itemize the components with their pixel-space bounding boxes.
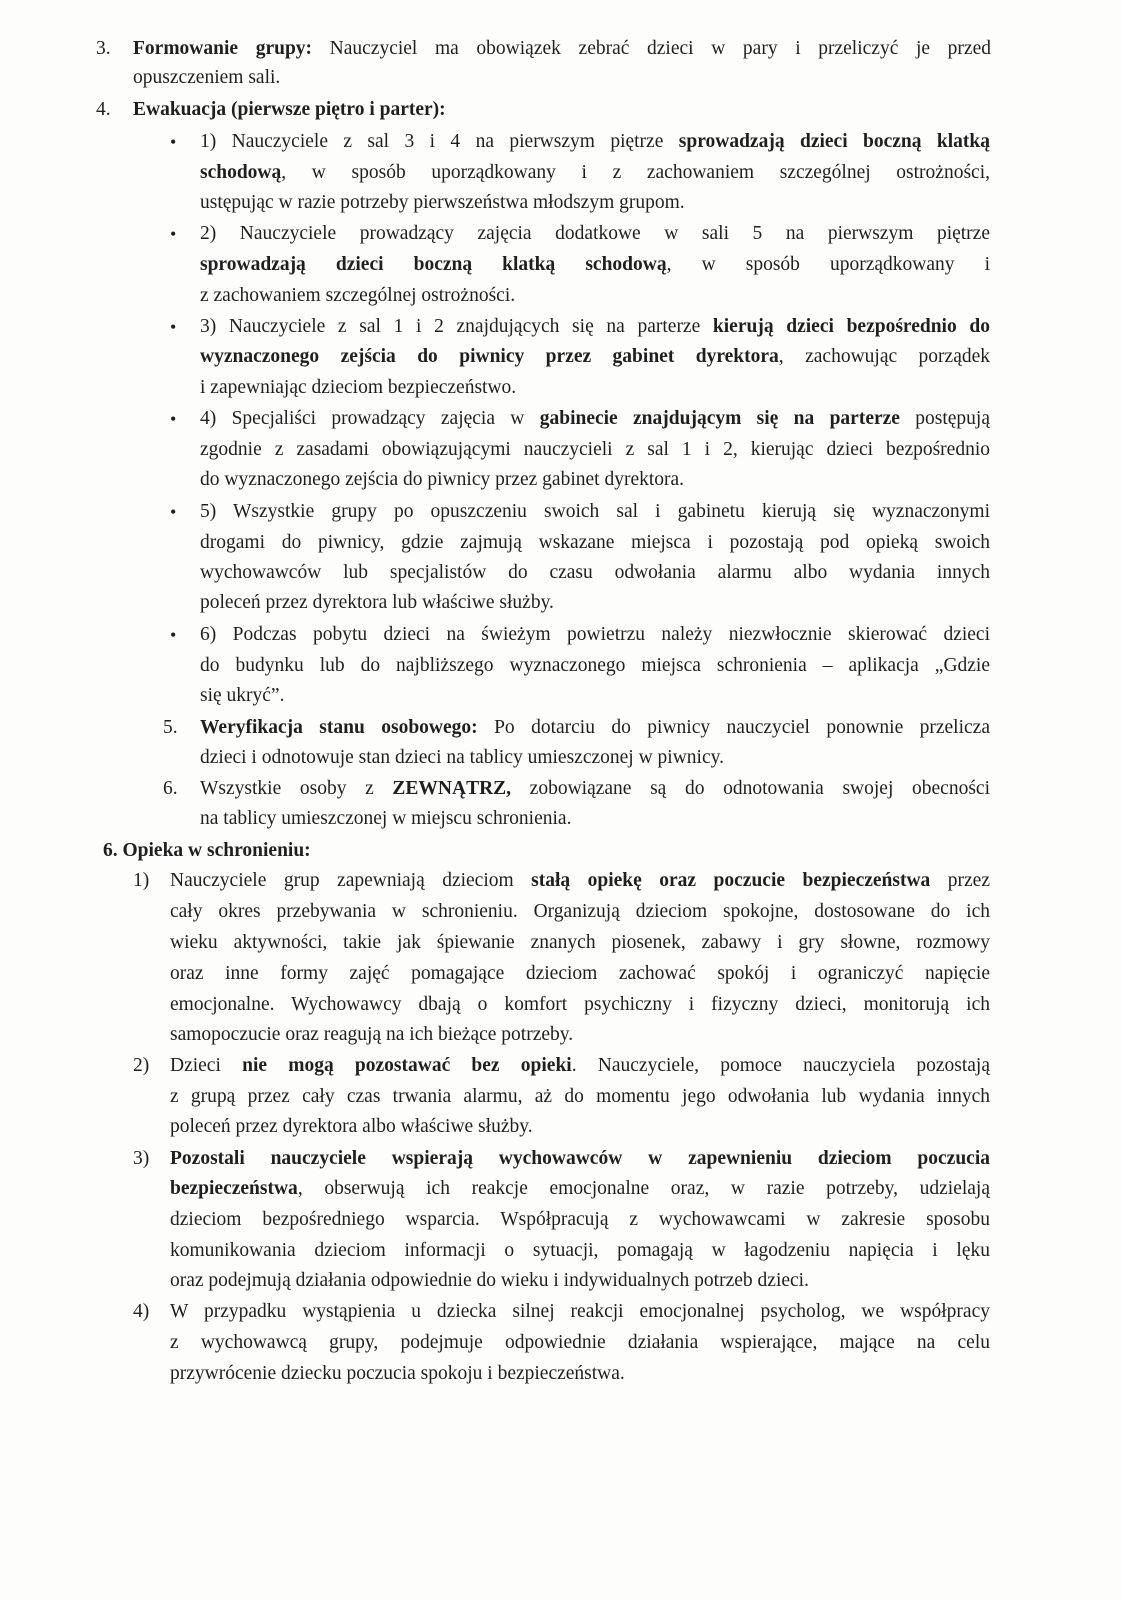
evac-bullet-1-line1: 1) Nauczyciele z sal 3 i 4 na pierwszym piętrze sprowadzają dzieci boczną klatką — [200, 131, 991, 152]
bullet-icon: • — [170, 224, 177, 244]
item5-line1: Weryfikacja stanu osobowego: Po dotarciu do piwnicy nauczyciel ponownie przelicza — [200, 717, 990, 738]
bullet-icon: • — [170, 625, 177, 645]
care-point-3-line4: komunikowania dzieciom informacji o sytuacji, pomagają w łagodzeniu napięcia i lęku — [170, 1240, 990, 1261]
item3-line1: Formowanie grupy: Nauczyciel ma obowiązek zebrać dzieci w pary i przeliczyć je przed — [133, 38, 991, 59]
care-point-3-line3: dzieciom bezpośredniego wsparcia. Współpracują z wychowawcami w zakresie sposobu — [170, 1209, 990, 1230]
care-point-2-line3: poleceń przez dyrektora albo właściwe służby. — [170, 1116, 533, 1137]
care-point-4-line2: z wychowawcą grupy, podejmuje odpowiednie działania wspierające, mające na celu — [170, 1332, 990, 1353]
care-point-1-line1: Nauczyciele grup zapewniają dzieciom stałą opiekę oraz poczucie bezpieczeństwa przez — [170, 870, 990, 891]
evac-bullet-4-line3: do wyznaczonego zejścia do piwnicy przez gabinet dyrektora. — [200, 469, 685, 490]
evac-bullet-6-line2: do budynku lub do najbliższego wyznaczonego miejsca schronienia – aplikacja „Gdzie — [200, 655, 990, 676]
care-point-4-line3: przywrócenie dziecku poczucia spokoju i bezpieczeństwa. — [170, 1363, 625, 1384]
evac-bullet-2-line3: z zachowaniem szczególnej ostrożności. — [200, 285, 516, 306]
evac-bullet-5-line2: drogami do piwnicy, gdzie zajmują wskazane miejsca i pozostają pod opieką swoich — [200, 532, 990, 553]
care-point-3-number: 3) — [133, 1148, 150, 1169]
evac-bullet-4-line1: 4) Specjaliści prowadzący zajęcia w gabinecie znajdującym się na parterze postępują — [200, 408, 991, 429]
evac-bullet-2-line2: sprowadzają dzieci boczną klatką schodową, w sposób uporządkowany i — [200, 254, 991, 275]
evac-bullet-2-line1: 2) Nauczyciele prowadzący zajęcia dodatkowe w sali 5 na pierwszym piętrze — [200, 223, 990, 244]
bullet-icon: • — [170, 409, 177, 429]
evac-bullet-1-line3: ustępując w razie potrzeby pierwszeństwa młodszym grupom. — [200, 192, 685, 213]
care-point-2-line1: Dzieci nie mogą pozostawać bez opieki. Nauczyciele, pomoce nauczyciela pozostają — [170, 1055, 990, 1076]
bullet-icon: • — [170, 317, 177, 337]
care-point-3-line5: oraz podejmują działania odpowiednie do wieku i indywidualnych potrzeb dzieci. — [170, 1270, 809, 1291]
care-point-1-line3: wieku aktywności, takie jak śpiewanie znanych piosenek, zabawy i gry słowne, rozmowy — [170, 932, 990, 953]
item3-line2: opuszczeniem sali. — [133, 67, 281, 88]
item5-line2: dzieci i odnotowuje stan dzieci na tablicy umieszczonej w piwnicy. — [200, 747, 724, 768]
item5-number: 5. — [163, 717, 178, 738]
bullet-icon: • — [170, 502, 177, 522]
evac-bullet-3-line1: 3) Nauczyciele z sal 1 i 2 znajdujących się na parterze kierują dzieci bezpośrednio do — [200, 316, 990, 337]
evac-bullet-5-line1: 5) Wszystkie grupy po opuszczeniu swoich sal i gabinetu kierują się wyznaczonymi — [200, 501, 990, 522]
evac-bullet-6-line3: się ukryć”. — [200, 685, 285, 706]
care-point-3-line2: bezpieczeństwa, obserwują ich reakcje emocjonalne oraz, w razie potrzeby, udzielają — [170, 1178, 990, 1199]
evac-bullet-3-line3: i zapewniając dzieciom bezpieczeństwo. — [200, 377, 517, 398]
care-point-3-line1: Pozostali nauczyciele wspierają wychowawców w zapewnieniu dzieciom poczucia — [170, 1148, 990, 1169]
evac-bullet-1-line2: schodową, w sposób uporządkowany i z zachowaniem szczególnej ostrożności, — [200, 162, 990, 183]
evac-bullet-5-line3: wychowawców lub specjalistów do czasu odwołania alarmu albo wydania innych — [200, 562, 990, 583]
item6-line2: na tablicy umieszczonej w miejscu schronienia. — [200, 808, 572, 829]
care-point-4-line1: W przypadku wystąpienia u dziecka silnej reakcji emocjonalnej psycholog, we współpracy — [170, 1301, 990, 1322]
care-point-1-line5: emocjonalne. Wychowawcy dbają o komfort psychiczny i fizyczny dzieci, monitorują ich — [170, 994, 990, 1015]
evac-bullet-3-line2: wyznaczonego zejścia do piwnicy przez gabinet dyrektora, zachowując porządek — [200, 346, 991, 367]
bullet-icon: • — [170, 132, 177, 152]
item4-heading: Ewakuacja (pierwsze piętro i parter): — [133, 99, 446, 120]
care-point-2-line2: z grupą przez cały czas trwania alarmu, aż do momentu jego odwołania lub wydania innych — [170, 1086, 990, 1107]
item4-number: 4. — [96, 99, 111, 120]
item6-number: 6. — [163, 778, 178, 799]
evac-bullet-4-line2: zgodnie z zasadami obowiązującymi nauczycieli z sal 1 i 2, kierując dzieci bezpośrednio — [200, 439, 990, 460]
section6-heading: 6. Opieka w schronieniu: — [103, 840, 311, 861]
care-point-1-number: 1) — [133, 870, 150, 891]
item6-line1: Wszystkie osoby z ZEWNĄTRZ, zobowiązane są do odnotowania swojej obecności — [200, 778, 990, 799]
evac-bullet-6-line1: 6) Podczas pobytu dzieci na świeżym powietrzu należy niezwłocznie skierować dzieci — [200, 624, 990, 645]
item3-number: 3. — [96, 38, 111, 59]
care-point-2-number: 2) — [133, 1055, 150, 1076]
care-point-4-number: 4) — [133, 1301, 150, 1322]
care-point-1-line4: oraz inne formy zajęć pomagające dzieciom zachować spokój i ograniczyć napięcie — [170, 963, 990, 984]
care-point-1-line6: samopoczucie oraz reagują na ich bieżące potrzeby. — [170, 1024, 574, 1045]
care-point-1-line2: cały okres przebywania w schronieniu. Organizują dzieciom spokojne, dostosowane do ich — [170, 901, 990, 922]
evac-bullet-5-line4: poleceń przez dyrektora lub właściwe służby. — [200, 592, 554, 613]
